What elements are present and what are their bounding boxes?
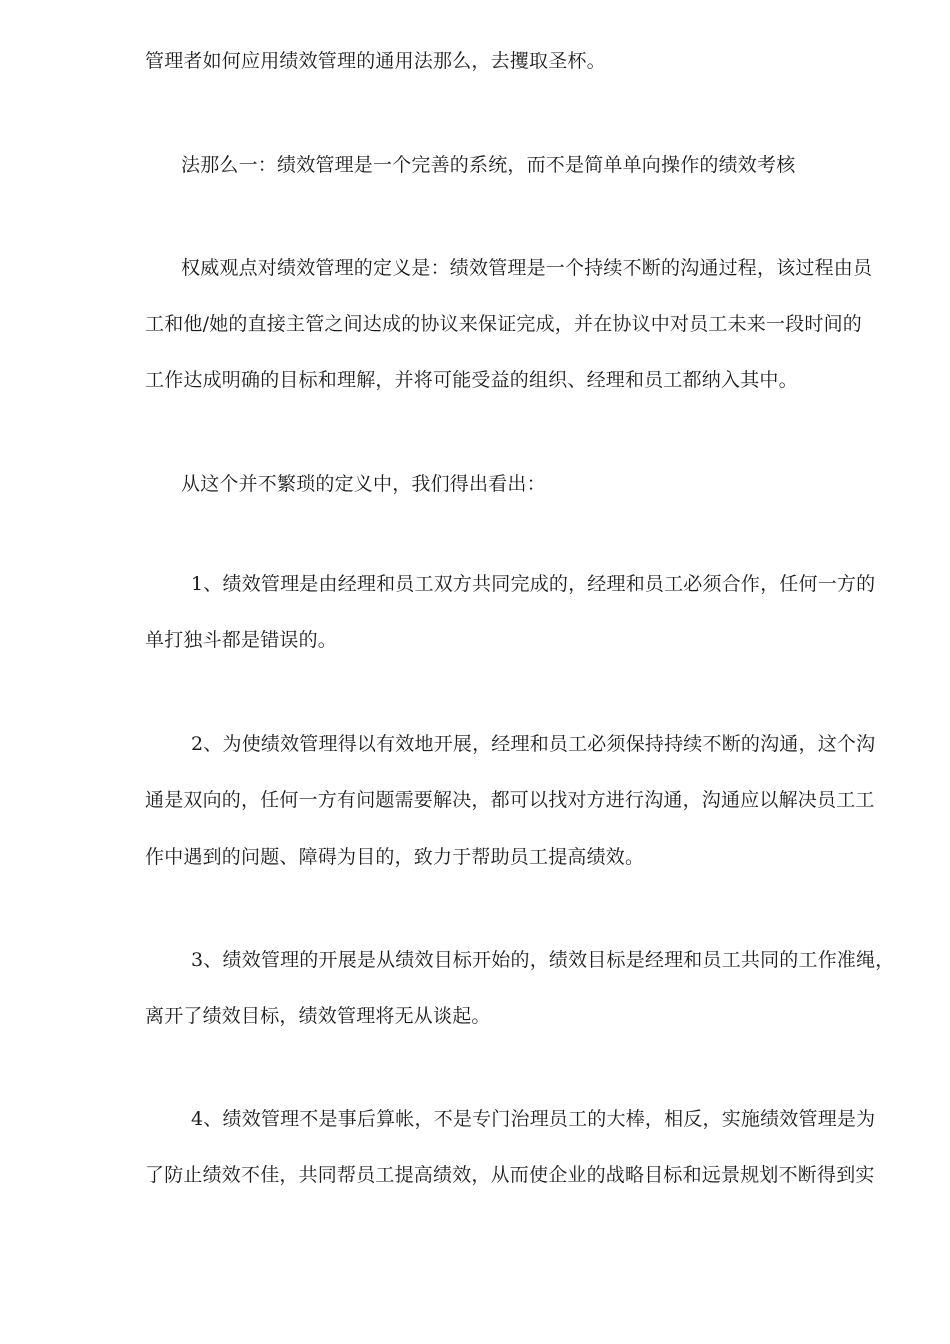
point-1-line-1: 1、绩效管理是由经理和员工双方共同完成的，经理和员工必须合作，任何一方的 [191,573,876,595]
point-1-line-2: 单打独斗都是错误的。 [145,629,338,651]
point-4-line-2: 了防止绩效不佳，共同帮员工提高绩效，从而使企业的战略目标和远景规划不断得到实 [145,1164,875,1186]
point-3-line-1: 3、绩效管理的开展是从绩效目标开始的，绩效目标是经理和员工共同的工作准绳， [191,949,895,971]
point-4-line-1: 4、绩效管理不是事后算帐，不是专门治理员工的大棒，相反，实施绩效管理是为 [191,1108,876,1130]
definition-line-2: 工和他/她的直接主管之间达成的协议来保证完成，并在协议中对员工未来一段时间的 [145,313,863,335]
point-2-line-3: 作中遇到的问题、障碍为目的，致力于帮助员工提高绩效。 [145,846,645,868]
point-2-line-2: 通是双向的，任何一方有问题需要解决，都可以找对方进行沟通，沟通应以解决员工工 [145,789,875,811]
definition-line-1: 权威观点对绩效管理的定义是：绩效管理是一个持续不断的沟通过程，该过程由员 [181,257,873,279]
paragraph-intro: 管理者如何应用绩效管理的通用法那么，去攫取圣杯。 [145,50,606,72]
conclusion-intro: 从这个并不繁琐的定义中，我们得出看出： [181,473,546,495]
definition-line-3: 工作达成明确的目标和理解，并将可能受益的组织、经理和员工都纳入其中。 [145,369,798,391]
point-3-line-2: 离开了绩效目标，绩效管理将无从谈起。 [145,1005,491,1027]
point-2-line-1: 2、为使绩效管理得以有效地开展，经理和员工必须保持持续不断的沟通，这个沟 [191,733,876,755]
heading-rule-one: 法那么一：绩效管理是一个完善的系统，而不是简单单向操作的绩效考核 [181,154,796,176]
